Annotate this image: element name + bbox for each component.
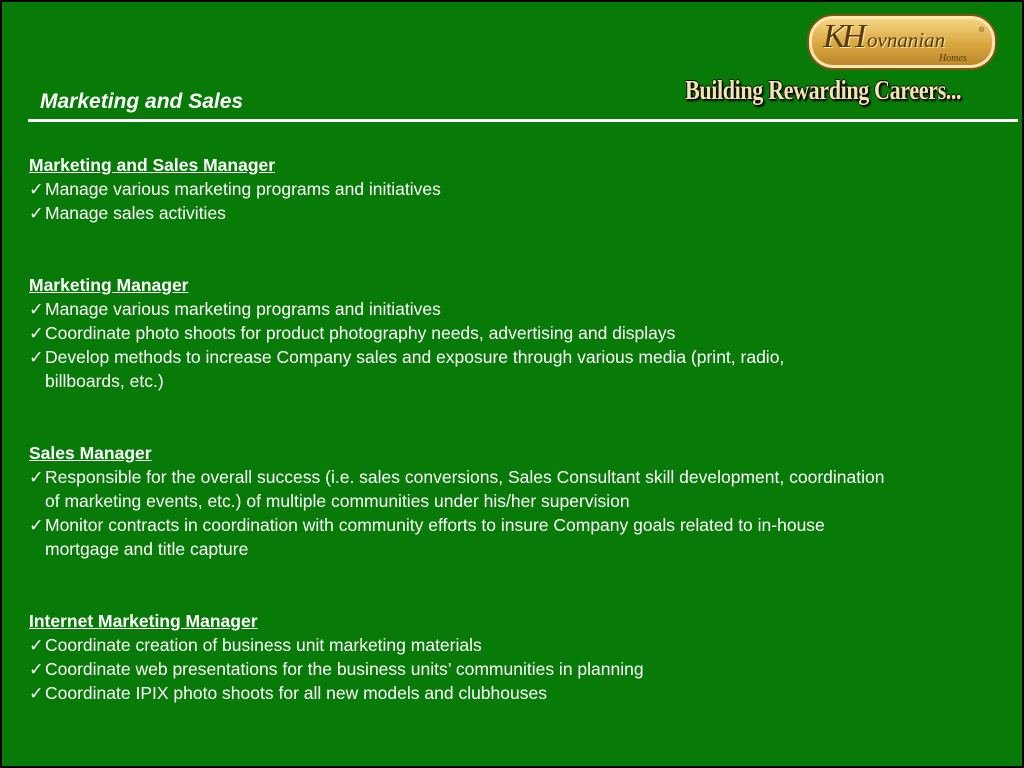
checkmark-icon: ✓ xyxy=(29,347,44,367)
bullet-item xyxy=(29,201,1014,225)
company-logo xyxy=(807,14,997,70)
bullet-item xyxy=(29,321,1014,345)
section-heading: Internet Marketing Manager xyxy=(29,611,258,631)
section xyxy=(29,273,1014,393)
section xyxy=(29,153,1014,225)
bullet-text: Coordinate web presentations for the business units’ communities in planning xyxy=(45,659,644,679)
bullet-item xyxy=(29,513,1014,561)
bullet-text: Responsible for the overall success (i.e. sales conversions, Sales Consultant skill development, coordination of marketing events, etc.) of multiple communities under his/her supervision xyxy=(45,467,885,511)
bullet-text: Coordinate photo shoots for product photography needs, advertising and displays xyxy=(45,323,676,343)
bullet-text: Coordinate IPIX photo shoots for all new models and clubhouses xyxy=(45,683,547,703)
section-heading: Marketing and Sales Manager xyxy=(29,155,276,175)
bullet-item xyxy=(29,345,1014,393)
bullet-text: Manage various marketing programs and initiatives xyxy=(45,299,441,319)
bullet-item xyxy=(29,657,1014,681)
title-divider xyxy=(28,119,1018,122)
logo-name: ovnanian xyxy=(867,28,946,52)
logo-subtitle: Homes xyxy=(939,53,967,64)
bullet-item xyxy=(29,177,1014,201)
checkmark-icon: ✓ xyxy=(29,203,44,223)
checkmark-icon: ✓ xyxy=(29,683,44,703)
bullet-item xyxy=(29,297,1014,321)
logo-registered-mark: ® xyxy=(979,27,985,34)
section xyxy=(29,609,1014,705)
section xyxy=(29,441,1014,561)
checkmark-icon: ✓ xyxy=(29,515,44,535)
bullet-text: Monitor contracts in coordination with community efforts to insure Company goals related to in-house mortgage and title capture xyxy=(45,515,825,559)
checkmark-icon: ✓ xyxy=(29,299,44,319)
bullet-item xyxy=(29,681,1014,705)
checkmark-icon: ✓ xyxy=(29,659,44,679)
section-heading: Marketing Manager xyxy=(29,275,189,295)
checkmark-icon: ✓ xyxy=(29,323,44,343)
bullet-text: Manage various marketing programs and initiatives xyxy=(45,179,441,199)
bullet-item xyxy=(29,465,1014,513)
logo-mark: KH xyxy=(823,18,863,55)
bullet-text: Coordinate creation of business unit marketing materials xyxy=(45,635,482,655)
checkmark-icon: ✓ xyxy=(29,635,44,655)
section-heading: Sales Manager xyxy=(29,443,152,463)
checkmark-icon: ✓ xyxy=(29,467,44,487)
content-area xyxy=(29,153,1014,753)
bullet-text: Develop methods to increase Company sales and exposure through various media (print, radio, billboards, etc.) xyxy=(45,347,785,391)
checkmark-icon: ✓ xyxy=(29,179,44,199)
page-title: Marketing and Sales xyxy=(40,90,244,113)
bullet-text: Manage sales activities xyxy=(45,203,226,223)
tagline: Building Rewarding Careers... xyxy=(685,75,962,105)
bullet-item xyxy=(29,633,1014,657)
